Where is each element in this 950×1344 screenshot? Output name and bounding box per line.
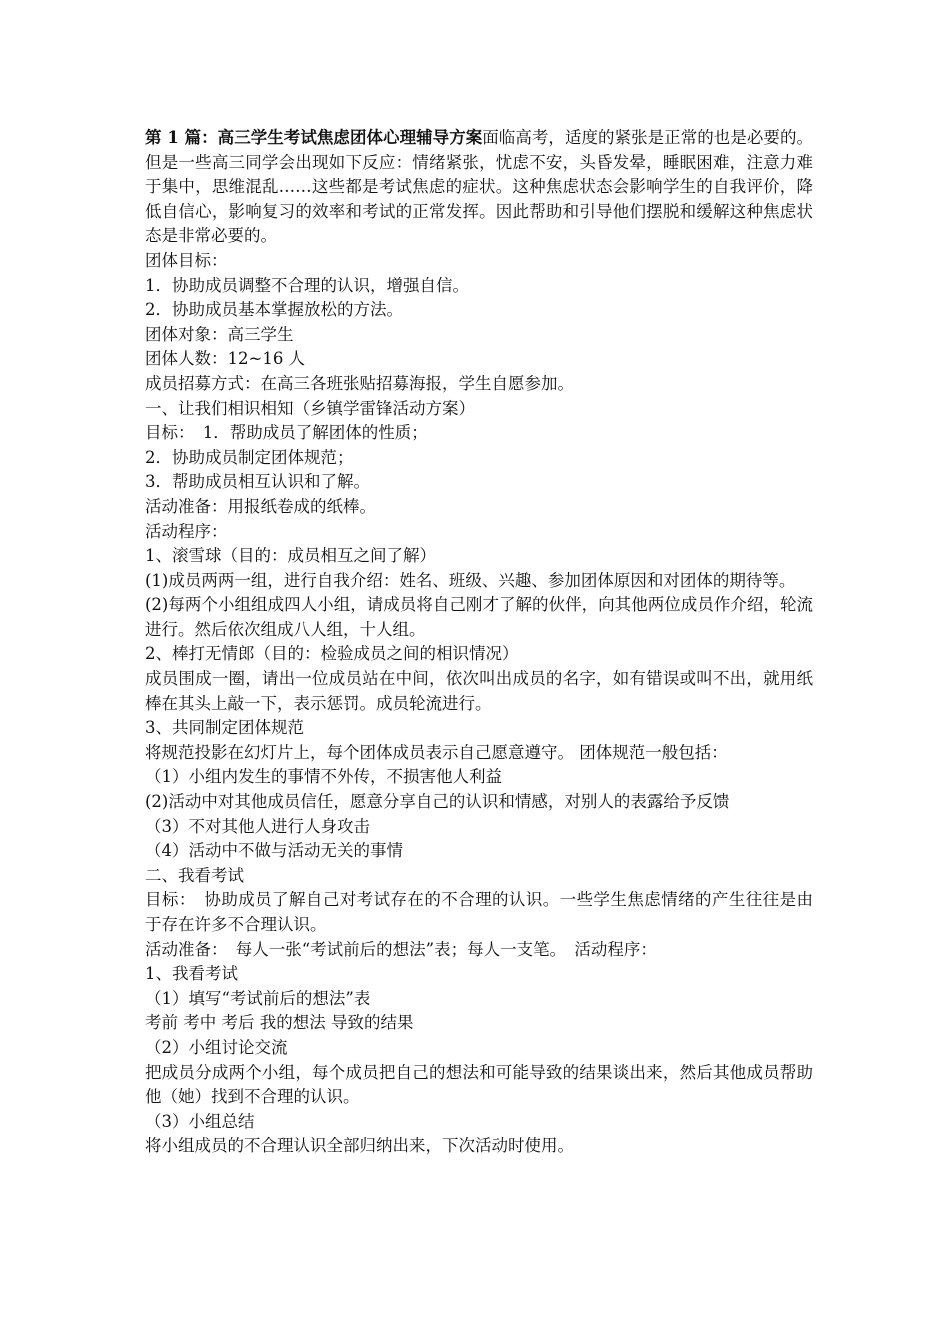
paragraph: 把成员分成两个小组，每个成员把自己的想法和可能导致的结果谈出来，然后其他成员帮助他（她）找到不合理的认识。 [145,1062,813,1107]
intro-paragraph [145,126,813,249]
paragraph: 目标： 协助成员了解自己对考试存在的不合理的认识。一些学生焦虑情绪的产生往往是由于存在许多不合理认识。 [145,890,813,934]
text-line: 团体目标： [145,250,228,270]
paragraph: (2)活动中对其他成员信任，愿意分享自己的认识和情感，对别人的表露给予反馈 [145,792,730,812]
text-line: 将小组成员的不合理认识全部归纳出来，下次活动时使用。 [145,1136,574,1156]
text-line: 2、棒打无情郎（目的：检验成员之间的相识情况） [145,644,519,664]
text-line: 考前 考中 考后 我的想法 导致的结果 [145,1013,414,1033]
text-line: （4）活动中不做与活动无关的事情 [145,841,403,861]
text-line: 团体对象：高三学生 [145,324,294,344]
section-heading: 一、让我们相识相知（乡镇学雷锋活动方案） [145,398,475,418]
text-line: （3）不对其他人进行人身攻击 [145,816,370,836]
text-line: 活动准备： 每人一张“考试前后的想法”表；每人一支笔。 活动程序： [145,939,657,959]
text-line: 1、我看考试 [145,964,238,984]
section-heading: 二、我看考试 [145,865,244,885]
paragraph: 成员围成一圈，请出一位成员站在中间，依次叫出成员的名字，如有错误或叫不出，就用纸棒在其头上敲一下，表示惩罚。成员轮流进行。 [145,669,813,713]
text-line: 3、共同制定团体规范 [145,718,304,738]
paragraph: (2)每两个小组组成四人小组，请成员将自己刚才了解的伙伴，向其他两位成员作介绍，轮流进行。然后依次组成八人组，十人组。 [145,595,813,639]
text-line: 1、滚雪球（目的：成员相互之间了解） [145,546,436,566]
text-line: 活动准备：用报纸卷成的纸棒。 [145,496,376,516]
text-line: （2）小组讨论交流 [145,1037,288,1057]
document-body [145,126,813,1159]
text-line: 2．协助成员基本掌握放松的方法。 [145,300,403,320]
text-line: 3．帮助成员相互认识和了解。 [145,472,370,492]
text-line: （3）小组总结 [145,1111,255,1131]
text-line: （1）填写“考试前后的想法”表 [145,988,371,1008]
text-line: 目标： 1．帮助成员了解团体的性质； [145,423,428,443]
text-line: 团体人数：12~16 人 [145,349,306,369]
text-line: 将规范投影在幻灯片上，每个团体成员表示自己愿意遵守。 团体规范一般包括： [145,742,728,762]
text-line: 2．协助成员制定团体规范； [145,447,354,467]
text-line: （1）小组内发生的事情不外传，不损害他人利益 [145,767,502,787]
text-line: 活动程序： [145,521,228,541]
document-title: 第 1 篇：高三学生考试焦虑团体心理辅导方案 [145,128,483,147]
intro-text: 面临高考，适度的紧张是正常的也是必要的。但是一些高三同学会出现如下反应：情绪紧张，忧虑不安，头昏发晕，睡眠困难，注意力难于集中，思维混乱……这些都是考试焦虑的症状。这种焦虑状态会影响学生的自我评价，降低自信心，影响复习的效率和考试的正常发挥。因此帮助和引导他们摆脱和缓解这种焦虑状态是非常必要的。 [145,128,813,246]
text-line: 1．协助成员调整不合理的认识，增强自信。 [145,275,469,295]
text-line: 成员招募方式：在高三各班张贴招募海报，学生自愿参加。 [145,373,574,393]
paragraph: (1)成员两两一组，进行自我介绍：姓名、班级、兴趣、参加团体原因和对团体的期待等。 [145,570,796,590]
